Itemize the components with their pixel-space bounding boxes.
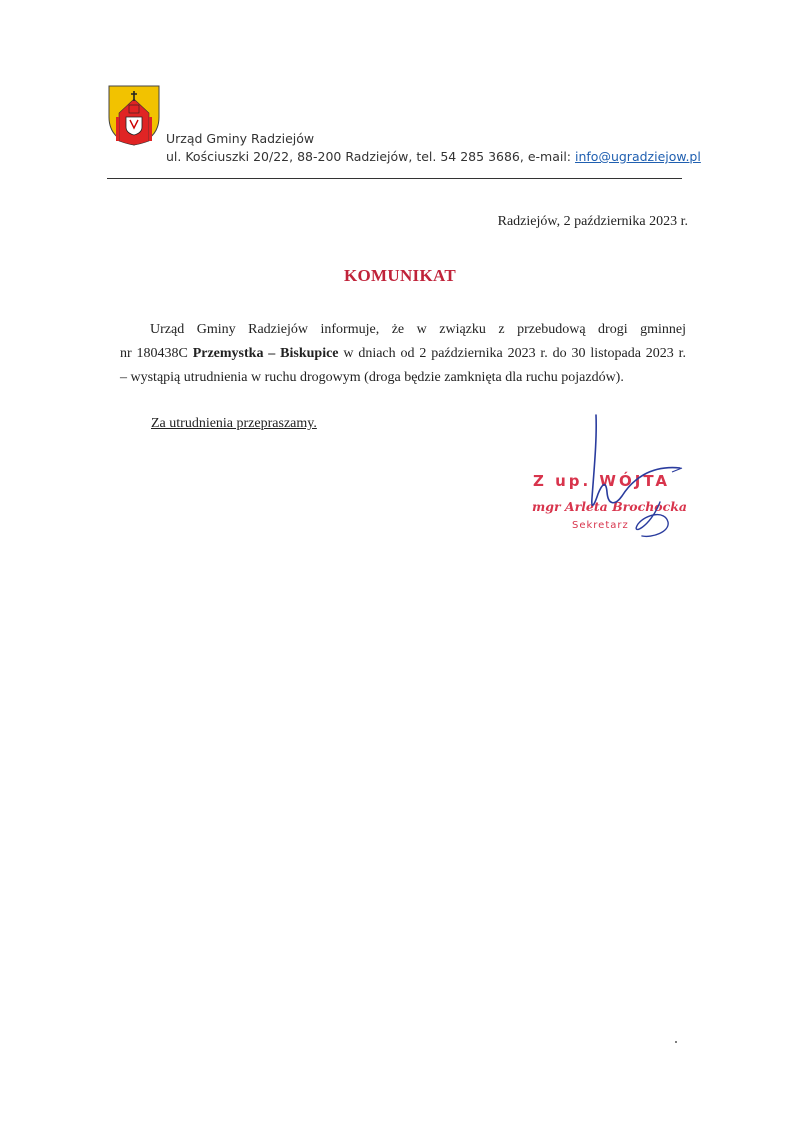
body-paragraph-line1: Urząd Gminy Radziejów informuje, że w związku z przebudową drogi gminnej xyxy=(150,322,686,337)
apology-text: Za utrudnienia przepraszamy. xyxy=(151,416,317,431)
document-title: KOMUNIKAT xyxy=(344,266,456,285)
org-name: Urząd Gminy Radziejów xyxy=(166,131,315,146)
coat-of-arms-icon xyxy=(106,83,162,147)
body-text xyxy=(120,318,686,390)
email-link[interactable]: info@ugradziejow.pl xyxy=(575,149,701,164)
road-number: nr 180438C xyxy=(120,346,193,361)
date-line: Radziejów, 2 października 2023 r. xyxy=(497,214,688,229)
road-name: Przemystka – Biskupice xyxy=(192,346,339,361)
body-paragraph-line3: – wystąpią utrudnienia w ruchu drogowym (droga będzie zamknięta dla ruchu pojazdów). xyxy=(120,370,624,385)
page-mark xyxy=(675,1041,677,1043)
date-range: w dniach od 2 października 2023 r. do 30 listopada 2023 r. xyxy=(338,346,686,361)
handwritten-signature-icon xyxy=(580,410,690,545)
body-paragraph-line2 xyxy=(120,342,686,366)
stamp-position: Sekretarz xyxy=(572,520,629,531)
address-text: ul. Kościuszki 20/22, 88-200 Radziejów, tel. 54 285 3686, e-mail: xyxy=(166,149,575,164)
org-address xyxy=(166,149,701,164)
stamp-signatory-name: mgr Arleta Brochocka xyxy=(532,499,688,514)
stamp-authority: Z up. WÓJTA xyxy=(533,472,670,490)
header-divider xyxy=(107,178,682,179)
